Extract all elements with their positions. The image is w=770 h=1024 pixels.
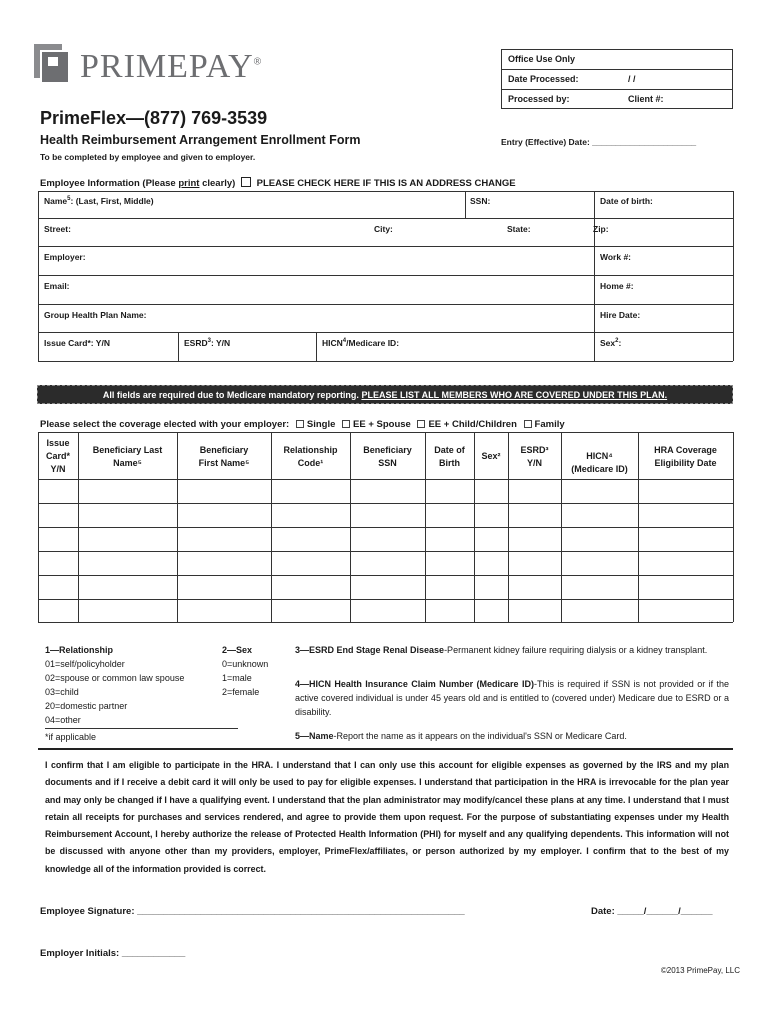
employee-signature-field[interactable]: Employee Signature: ______________________________________________________________: [40, 906, 465, 917]
form-title: Health Reimbursement Arrangement Enrollment Form: [40, 133, 361, 147]
coverage-family-checkbox[interactable]: [524, 420, 532, 428]
date-processed-field[interactable]: Date Processed: / /: [502, 70, 732, 90]
employee-info-heading: Employee Information (Please print clearly) PLEASE CHECK HERE IF THIS IS AN ADDRESS CHANGE: [40, 178, 516, 189]
col-ssn: Beneficiary SSN: [363, 445, 412, 468]
dob-field[interactable]: Date of birth:: [600, 196, 653, 206]
applicable-note: *if applicable: [45, 732, 97, 742]
ssn-field[interactable]: SSN:: [470, 196, 491, 206]
hicn-legend: 4—HICN Health Insurance Claim Number (Medicare ID)-This is required if SSN is not provided or if the active covered individual is under 45 years old and is entitled to (covered under) Medicare due to ESRD or a disability.: [295, 679, 730, 717]
col-sex: Sex²: [481, 451, 501, 461]
col-esrd: ESRD³ Y/N: [520, 445, 549, 468]
office-use-title: Office Use Only: [502, 50, 732, 70]
col-last-name: Beneficiary Last Name⁵: [92, 445, 163, 468]
sex-legend: 2—Sex 0=unknown 1=male 2=female: [222, 645, 269, 697]
name-legend: 5—Name-Report the name as it appears on the individual's SSN or Medicare Card.: [295, 731, 627, 741]
zip-field[interactable]: Zip:: [593, 224, 609, 234]
street-field[interactable]: Street:: [44, 224, 71, 234]
col-hra-eligibility: HRA Coverage Eligibility Date: [654, 445, 717, 468]
work-phone-field[interactable]: Work #:: [600, 252, 632, 262]
col-relationship: Relationship Code¹: [283, 445, 338, 468]
primeflex-phone-title: PrimeFlex—(877) 769-3539: [40, 108, 268, 128]
medicare-banner: All fields are required due to Medicare mandatory reporting. PLEASE LIST ALL MEMBERS WHO ARE COVERED UNDER THIS PLAN.: [37, 385, 733, 404]
col-dob: Date of Birth: [434, 445, 465, 468]
col-issue-card: Issue Card* Y/N: [45, 438, 70, 474]
issue-card-field[interactable]: Issue Card*: Y/N: [44, 338, 110, 348]
address-change-checkbox[interactable]: [241, 177, 251, 187]
col-hicn: HICN⁴ (Medicare ID): [571, 451, 628, 474]
employer-field[interactable]: Employer:: [44, 252, 86, 262]
form-instruction: To be completed by employee and given to employer.: [40, 152, 256, 162]
coverage-selection: Please select the coverage elected with your employer: Single EE + Spouse EE + Child/Children Family: [40, 419, 565, 430]
employee-name-field[interactable]: Name$^5$: (Last, First, Middle): [44, 196, 154, 206]
copyright-footer: ©2013 PrimePay, LLC: [660, 966, 740, 975]
esrd-legend: 3—ESRD End Stage Renal Disease-Permanent kidney failure requiring dialysis or a kidney transplant.: [295, 645, 708, 655]
relationship-legend: 1—Relationship 01=self/policyholder 02=spouse or common law spouse 03=child 20=domestic partner 04=other: [45, 645, 185, 725]
employer-initials-field[interactable]: Employer Initials: ____________: [40, 948, 186, 959]
state-field[interactable]: State:: [507, 224, 531, 234]
signature-date-field[interactable]: Date: _____/______/______: [591, 906, 713, 917]
col-first-name: Beneficiary First Name⁵: [198, 445, 250, 468]
coverage-spouse-checkbox[interactable]: [342, 420, 350, 428]
hicn-field[interactable]: HICN$^4$/Medicare ID:: [322, 338, 400, 348]
brand-logo: PRIMEPAY®: [80, 48, 263, 85]
office-use-box: [501, 49, 733, 109]
processed-by-field[interactable]: Processed by: Client #:: [508, 94, 664, 104]
esrd-field[interactable]: ESRD$^3$: Y/N: [184, 338, 231, 348]
city-field[interactable]: City:: [374, 224, 393, 234]
entry-date-field[interactable]: Entry (Effective) Date: ______________________: [501, 137, 697, 147]
email-field[interactable]: Email:: [44, 281, 70, 291]
coverage-children-checkbox[interactable]: [417, 420, 425, 428]
coverage-single-checkbox[interactable]: [296, 420, 304, 428]
primepay-logo-icon: [34, 44, 70, 84]
client-number-label: Client #:: [628, 94, 664, 104]
home-phone-field[interactable]: Home #:: [600, 281, 634, 291]
sex-field[interactable]: Sex$^2$:: [600, 338, 622, 348]
confirmation-paragraph: I confirm that I am eligible to participate in the HRA. I understand that I can only use this account for eligible expenses as governed by the IRS and my plan documents and if I receive a debit card it will only be used to pay for eligible expenses. I understand that participation in the HRA is irrevocable for the plan year and may only be changed if I have a qualifying event. I understand that the plan administrator may modify/cancel these plans at any time. I understand that I must retain all receipts for purchases and services rendered, and agree to provide them upon request. For the purpose of substantiating expenses under my Health Reimbursement Account, I hereby authorize the release of Protected Health Information (PHI) for myself and any qualifying dependents. This information will not be discussed with anyone other than my providers, employer, PrimeFlex/affiliates, or person authorized by my employer. I confirm that to the best of my knowledge all of the information provided is correct.: [45, 760, 729, 874]
group-plan-field[interactable]: Group Health Plan Name:: [44, 310, 147, 320]
hire-date-field[interactable]: Hire Date:: [600, 310, 641, 320]
